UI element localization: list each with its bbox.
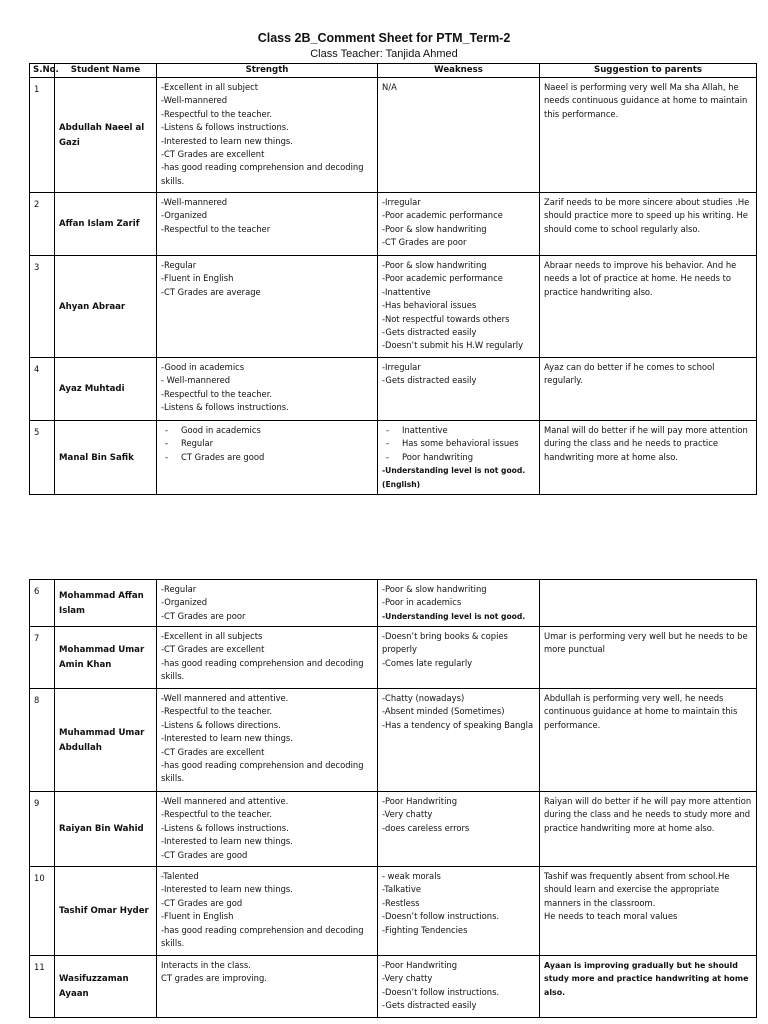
weakness-item: -CT Grades are poor bbox=[382, 237, 467, 248]
weakness-item: -Poor & slow handwriting bbox=[382, 223, 487, 234]
suggestion-cell: Raiyan will do better if he will pay more attention during the class and he needs to study more and practice handwriting more at home also. bbox=[540, 792, 757, 867]
table-row bbox=[30, 867, 757, 956]
strength-item: Interacts in the class. bbox=[161, 960, 251, 970]
suggestion-line: Tashif was frequently absent from school.He should learn and exercise the appropriate manners in the classroom. bbox=[544, 871, 730, 908]
strength-item: -Regular bbox=[161, 260, 197, 270]
strength-item: -Listens & follows instructions. bbox=[161, 822, 289, 833]
strength-item: -Organized bbox=[161, 210, 208, 221]
strength-item: -Listens & follows instructions. bbox=[161, 122, 289, 133]
suggestion-cell: Abraar needs to improve his behavior. And he needs a lot of practice at home. He needs to practice handwriting also. bbox=[540, 256, 757, 358]
strength-cell bbox=[157, 792, 378, 867]
strength-cell bbox=[157, 627, 378, 689]
strength-item: -Fluent in English bbox=[161, 273, 234, 284]
strength-cell bbox=[157, 956, 378, 1018]
serial-number: 10 bbox=[30, 867, 55, 956]
weakness-item: -Gets distracted easily bbox=[382, 1000, 477, 1011]
strength-item: -Well mannered and attentive. bbox=[161, 693, 289, 703]
strength-item: -Listens & follows directions. bbox=[161, 719, 281, 730]
weakness-item: -Doesn’t follow instructions. bbox=[382, 986, 500, 997]
weakness-bold-note: -Understanding level is not good. bbox=[382, 611, 526, 621]
weakness-item: -Very chatty bbox=[382, 809, 433, 820]
strength-item: -Excellent in all subject bbox=[161, 82, 259, 92]
serial-number: 8 bbox=[30, 689, 55, 792]
strength-bullet-item: - Good in academics bbox=[165, 425, 261, 435]
strength-item: -Excellent in all subjects bbox=[161, 631, 263, 641]
table-row bbox=[30, 580, 757, 627]
weakness-bold-note: -Understanding level is not good. (English) bbox=[382, 466, 526, 489]
table-header-row bbox=[30, 64, 757, 78]
weakness-cell bbox=[378, 580, 540, 627]
serial-number: 9 bbox=[30, 792, 55, 867]
weakness-bullet-item: - Poor handwriting bbox=[386, 451, 474, 462]
strength-item: -CT Grades are excellent bbox=[161, 149, 265, 160]
weakness-item: -does careless errors bbox=[382, 822, 470, 833]
table-row bbox=[30, 956, 757, 1018]
table-row bbox=[30, 421, 757, 495]
strength-item: -has good reading comprehension and decoding skills. bbox=[161, 924, 364, 949]
strength-item: -Respectful to the teacher. bbox=[161, 108, 273, 119]
weakness-item: -Inattentive bbox=[382, 286, 431, 297]
serial-number: 6 bbox=[30, 580, 55, 627]
strength-cell bbox=[157, 193, 378, 256]
serial-number: 4 bbox=[30, 358, 55, 421]
document-title: Class 2B_Comment Sheet for PTM_Term-2 bbox=[257, 31, 511, 45]
weakness-cell bbox=[378, 956, 540, 1018]
table-row bbox=[30, 193, 757, 256]
strength-item: -Interested to learn new things. bbox=[161, 836, 293, 847]
table-row bbox=[30, 627, 757, 689]
strength-item: -CT Grades are god bbox=[161, 897, 243, 908]
student-name: Tashif Omar Hyder bbox=[55, 867, 157, 956]
strength-item: -has good reading comprehension and decoding skills. bbox=[161, 162, 364, 186]
weakness-cell bbox=[378, 358, 540, 421]
weakness-item: -Irregular bbox=[382, 197, 421, 207]
weakness-item: -Gets distracted easily bbox=[382, 375, 477, 386]
comment-table-part-1 bbox=[29, 63, 757, 495]
strength-item: -Good in academics bbox=[161, 362, 245, 372]
weakness-item: -Fighting Tendencies bbox=[382, 924, 468, 935]
weakness-item: -Poor in academics bbox=[382, 597, 462, 608]
serial-number: 1 bbox=[30, 78, 55, 193]
weakness-item: -Talkative bbox=[382, 884, 421, 895]
table-row bbox=[30, 792, 757, 867]
weakness-item: -Irregular bbox=[382, 362, 421, 372]
suggestion-cell bbox=[540, 956, 757, 1018]
column-header-weakness: Weakness bbox=[378, 64, 540, 78]
suggestion-cell bbox=[540, 867, 757, 956]
strength-item: -CT Grades are excellent bbox=[161, 644, 265, 655]
weakness-item: -Poor & slow handwriting bbox=[382, 260, 487, 270]
suggestion-cell: Zarif needs to be more sincere about studies .He should practice more to speed up his writing. He should come to school regularly also. bbox=[540, 193, 757, 256]
weakness-item: -Doesn’t submit his H.W regularly bbox=[382, 340, 524, 351]
strength-bullet-item: - CT Grades are good bbox=[165, 451, 265, 462]
weakness-item: -Very chatty bbox=[382, 973, 433, 984]
student-name: Ahyan Abraar bbox=[55, 256, 157, 358]
serial-number: 11 bbox=[30, 956, 55, 1018]
weakness-item: -Doesn’t follow instructions. bbox=[382, 911, 500, 922]
weakness-item: -Has a tendency of speaking Bangla bbox=[382, 719, 534, 730]
strength-item: -Interested to learn new things. bbox=[161, 733, 293, 744]
weakness-bullet-item: - Has some behavioral issues bbox=[386, 438, 519, 449]
strength-cell bbox=[157, 256, 378, 358]
suggestion-cell: Naeel is performing very well Ma sha Allah, he needs continuous guidance at home to maintain this performance. bbox=[540, 78, 757, 193]
suggestion-cell: Abdullah is performing very well, he needs continuous guidance at home to maintain this performance. bbox=[540, 689, 757, 792]
strength-item: -has good reading comprehension and decoding skills. bbox=[161, 657, 364, 682]
weakness-item: -Doesn’t bring books & copies properly bbox=[382, 631, 508, 655]
strength-cell bbox=[157, 78, 378, 193]
suggestion-line: He needs to teach moral values bbox=[544, 911, 678, 922]
table-row bbox=[30, 689, 757, 792]
strength-item: - Well-mannered bbox=[161, 375, 231, 386]
strength-item: -Interested to learn new things. bbox=[161, 884, 293, 895]
strength-item: -Respectful to the teacher. bbox=[161, 809, 273, 820]
suggestion-cell: Umar is performing very well but he needs to be more punctual bbox=[540, 627, 757, 689]
weakness-cell bbox=[378, 421, 540, 495]
weakness-cell bbox=[378, 689, 540, 792]
weakness-item: N/A bbox=[382, 82, 397, 92]
strength-item: -Regular bbox=[161, 584, 197, 594]
strength-item: -has good reading comprehension and decoding skills. bbox=[161, 760, 364, 784]
student-name: Raiyan Bin Wahid bbox=[55, 792, 157, 867]
student-name: Mohammad Affan Islam bbox=[55, 580, 157, 627]
weakness-item: -Poor Handwriting bbox=[382, 796, 458, 806]
weakness-item: -Comes late regularly bbox=[382, 657, 473, 668]
table-row bbox=[30, 358, 757, 421]
suggestion-cell bbox=[540, 580, 757, 627]
suggestion-bold-text: Ayaan is improving gradually but he should study more and practice handwriting at home also. bbox=[544, 961, 749, 997]
weakness-item: -Poor academic performance bbox=[382, 273, 503, 284]
column-header-student-name: Student Name bbox=[55, 64, 157, 78]
strength-item: -Interested to learn new things. bbox=[161, 135, 293, 146]
strength-item: -Well-mannered bbox=[161, 95, 228, 106]
strength-item: -Well-mannered bbox=[161, 197, 228, 207]
weakness-cell bbox=[378, 256, 540, 358]
strength-item: -Talented bbox=[161, 871, 199, 881]
weakness-bullet-item: - Inattentive bbox=[386, 425, 448, 435]
student-name: Affan Islam Zarif bbox=[55, 193, 157, 256]
strength-item: -Fluent in English bbox=[161, 911, 234, 922]
table-row bbox=[30, 78, 757, 193]
column-header-sno: S.No. bbox=[30, 64, 55, 78]
weakness-cell bbox=[378, 78, 540, 193]
student-name: Manal Bin Safik bbox=[55, 421, 157, 495]
strength-item: -Respectful to the teacher. bbox=[161, 706, 273, 717]
weakness-item: -Not respectful towards others bbox=[382, 313, 510, 324]
weakness-item: -Poor Handwriting bbox=[382, 960, 458, 970]
comment-table-part-2 bbox=[29, 579, 757, 1018]
weakness-item: -Chatty (nowadays) bbox=[382, 693, 465, 703]
suggestion-cell: Manal will do better if he will pay more attention during the class and he needs to practice handwriting more at home also. bbox=[540, 421, 757, 495]
weakness-item: -Poor & slow handwriting bbox=[382, 584, 487, 594]
strength-item: -Organized bbox=[161, 597, 208, 608]
strength-item: -Listens & follows instructions. bbox=[161, 402, 289, 413]
class-teacher-subtitle: Class Teacher: Tanjida Ahmed bbox=[310, 48, 458, 60]
weakness-cell bbox=[378, 627, 540, 689]
weakness-item: -Has behavioral issues bbox=[382, 300, 477, 311]
student-name: Abdullah Naeel al Gazi bbox=[55, 78, 157, 193]
strength-item: CT grades are improving. bbox=[161, 973, 267, 984]
strength-cell bbox=[157, 421, 378, 495]
column-header-suggestion: Suggestion to parents bbox=[540, 64, 757, 78]
strength-cell bbox=[157, 358, 378, 421]
strength-item: -Respectful to the teacher bbox=[161, 223, 271, 234]
serial-number: 3 bbox=[30, 256, 55, 358]
weakness-item: -Gets distracted easily bbox=[382, 327, 477, 338]
weakness-item: -Poor academic performance bbox=[382, 210, 503, 221]
suggestion-cell: Ayaz can do better if he comes to school regularly. bbox=[540, 358, 757, 421]
strength-item: -Well mannered and attentive. bbox=[161, 796, 289, 806]
serial-number: 2 bbox=[30, 193, 55, 256]
serial-number: 5 bbox=[30, 421, 55, 495]
strength-item: -CT Grades are good bbox=[161, 849, 248, 860]
column-header-strength: Strength bbox=[157, 64, 378, 78]
weakness-item: -Restless bbox=[382, 897, 420, 908]
strength-item: -CT Grades are poor bbox=[161, 610, 246, 621]
serial-number: 7 bbox=[30, 627, 55, 689]
weakness-item: - weak morals bbox=[382, 871, 441, 881]
strength-cell bbox=[157, 689, 378, 792]
strength-item: -Respectful to the teacher. bbox=[161, 388, 273, 399]
strength-cell bbox=[157, 867, 378, 956]
strength-cell bbox=[157, 580, 378, 627]
weakness-cell bbox=[378, 193, 540, 256]
table-row bbox=[30, 256, 757, 358]
weakness-cell bbox=[378, 792, 540, 867]
student-name: Mohammad Umar Amin Khan bbox=[55, 627, 157, 689]
student-name: Ayaz Muhtadi bbox=[55, 358, 157, 421]
student-name: Muhammad Umar Abdullah bbox=[55, 689, 157, 792]
strength-item: -CT Grades are average bbox=[161, 286, 261, 297]
student-name: Wasifuzzaman Ayaan bbox=[55, 956, 157, 1018]
weakness-item: -Absent minded (Sometimes) bbox=[382, 706, 505, 717]
strength-bullet-item: - Regular bbox=[165, 438, 214, 449]
weakness-cell bbox=[378, 867, 540, 956]
strength-item: -CT Grades are excellent bbox=[161, 746, 265, 757]
